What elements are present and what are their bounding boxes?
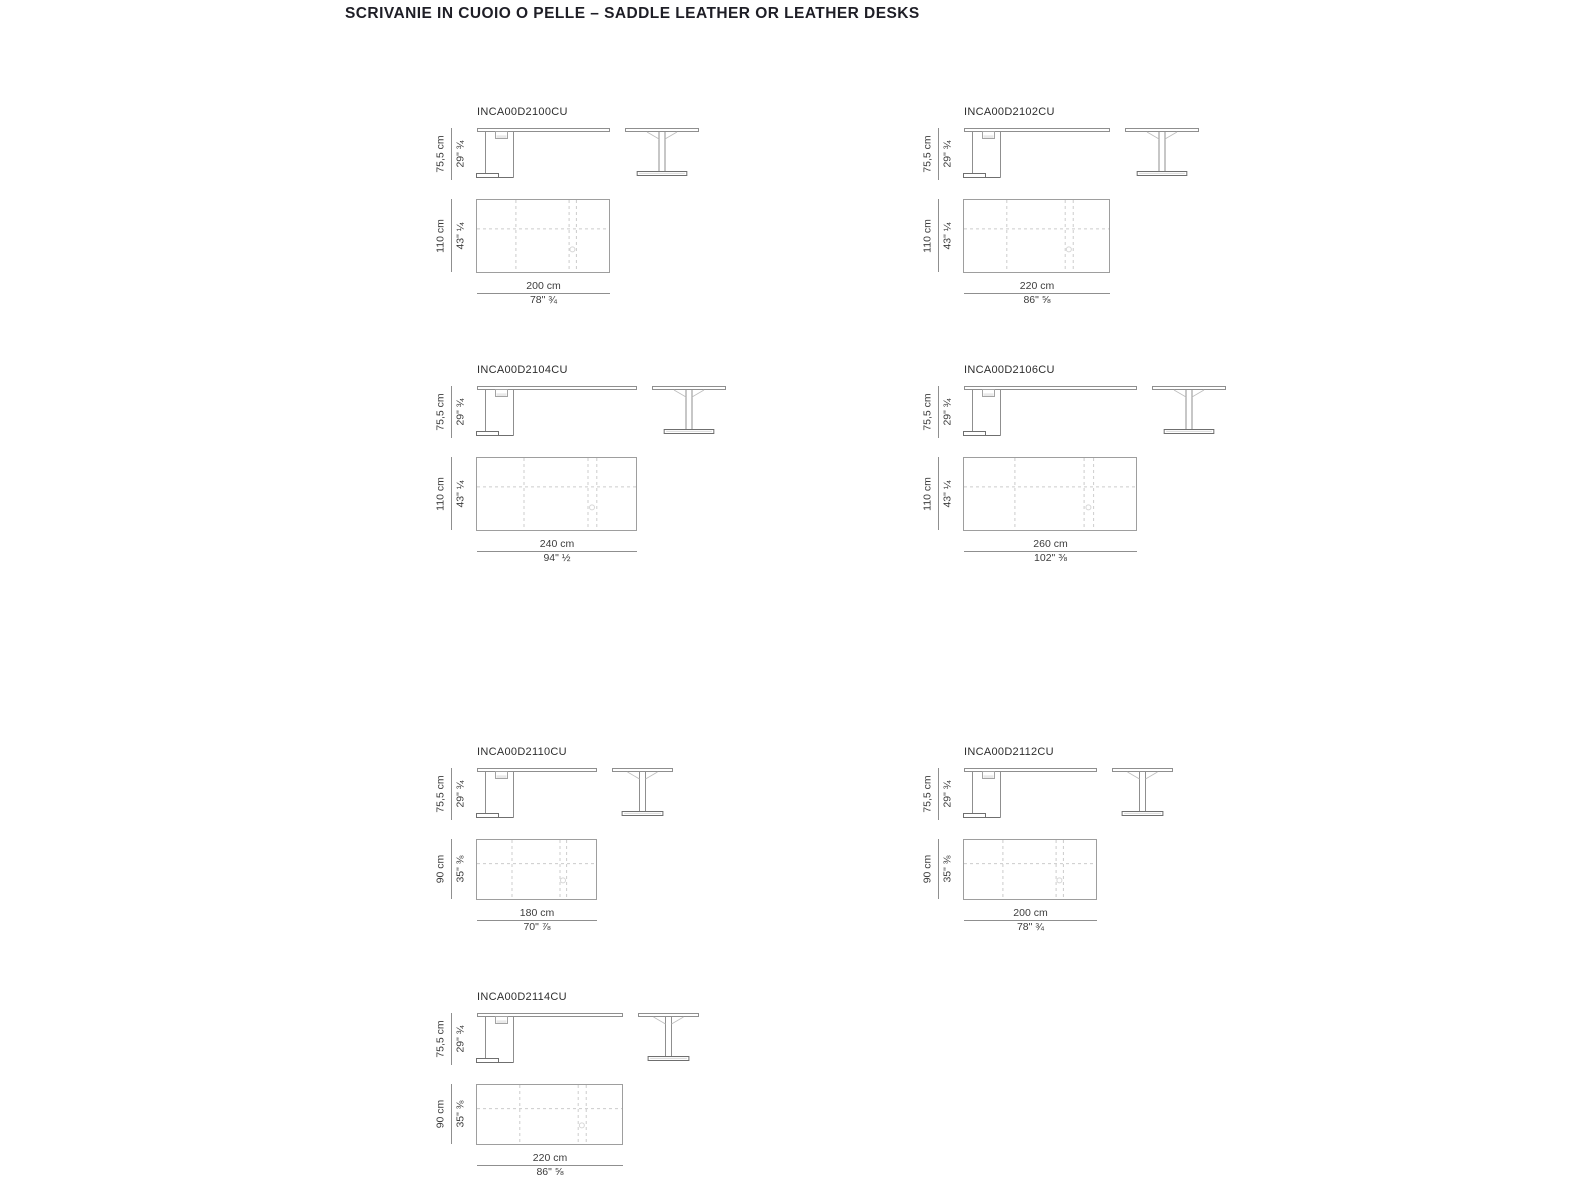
- depth-dimension-inches: 35" ⅜: [454, 1100, 467, 1128]
- depth-dimension-cm: 110 cm: [434, 218, 447, 253]
- dimension-line-depth: [451, 199, 452, 272]
- height-dimension-inches: 29" ¾: [454, 1025, 467, 1053]
- depth-dimension-cm: 110 cm: [921, 476, 934, 511]
- depth-dimension-inches: 35" ⅜: [454, 855, 467, 883]
- width-dimension-cm: 200 cm: [526, 280, 561, 292]
- depth-dimension-cm: 90 cm: [921, 854, 934, 884]
- depth-dimension-cm: 90 cm: [434, 854, 447, 884]
- side-elevation-drawing: [1152, 386, 1227, 439]
- height-dimension-inches: 29" ¾: [941, 140, 954, 168]
- dimension-line-height: [451, 1013, 452, 1065]
- width-dimension-inches: 86" ⅝: [536, 1166, 564, 1178]
- dimension-line-depth: [451, 839, 452, 899]
- height-dimension-inches: 29" ¾: [454, 780, 467, 808]
- height-dimension-cm: 75,5 cm: [921, 393, 934, 431]
- width-dimension-inches: 94" ½: [543, 552, 571, 564]
- plan-view-drawing: [476, 839, 598, 901]
- width-dimension-inches: 102" ⅜: [1034, 552, 1067, 564]
- width-dimension-cm: 220 cm: [532, 1152, 568, 1164]
- depth-dimension-inches: 43" ¼: [454, 221, 467, 250]
- front-elevation-drawing: [963, 386, 1138, 439]
- height-dimension-cm: 75,5 cm: [921, 135, 934, 173]
- dimension-line-height: [938, 386, 939, 438]
- depth-dimension-inches: 43" ¼: [941, 479, 954, 508]
- side-elevation-drawing: [652, 386, 727, 439]
- dimension-line-depth: [938, 839, 939, 899]
- depth-dimension-inches: 43" ¼: [454, 479, 467, 508]
- plan-view-drawing: [963, 199, 1111, 274]
- width-dimension-cm: 260 cm: [1033, 538, 1068, 550]
- dimension-line-depth: [451, 457, 452, 530]
- width-dimension: [964, 907, 1097, 934]
- width-dimension: [477, 1152, 623, 1179]
- plan-view-drawing: [476, 457, 638, 532]
- height-dimension-inches: 29" ¾: [941, 780, 954, 808]
- width-dimension-cm: 180 cm: [519, 907, 555, 919]
- desk-code-label: INCA00D2100CU: [477, 106, 568, 118]
- depth-dimension-cm: 90 cm: [434, 1099, 447, 1129]
- height-dimension-inches: 29" ¾: [941, 398, 954, 426]
- width-dimension-cm: 240 cm: [539, 538, 575, 550]
- desk-code-label: INCA00D2114CU: [477, 991, 567, 1003]
- dimension-line-height: [938, 128, 939, 180]
- side-elevation-drawing: [612, 768, 674, 821]
- height-dimension-cm: 75,5 cm: [434, 1020, 447, 1058]
- front-elevation-drawing: [476, 128, 611, 181]
- dimension-line-depth: [451, 1084, 452, 1144]
- dimension-line-height: [451, 128, 452, 180]
- desk-code-label: INCA00D2102CU: [964, 106, 1055, 118]
- desk-code-label: INCA00D2110CU: [477, 746, 567, 758]
- depth-dimension-inches: 43" ¼: [941, 221, 954, 250]
- width-dimension-cm: 220 cm: [1019, 280, 1055, 292]
- width-dimension-cm: 200 cm: [1013, 907, 1048, 919]
- front-elevation-drawing: [963, 768, 1098, 821]
- plan-view-drawing: [963, 457, 1138, 532]
- dimension-line-height: [451, 768, 452, 820]
- width-dimension-inches: 78" ¾: [529, 294, 558, 306]
- depth-dimension-inches: 35" ⅜: [941, 855, 954, 883]
- desk-code-label: INCA00D2104CU: [477, 364, 568, 376]
- page-title: SCRIVANIE IN CUOIO O PELLE – SADDLE LEATHER OR LEATHER DESKS: [345, 5, 920, 22]
- depth-dimension-cm: 110 cm: [434, 476, 447, 511]
- depth-dimension-cm: 110 cm: [921, 218, 934, 253]
- desk-code-label: INCA00D2106CU: [964, 364, 1055, 376]
- width-dimension: [477, 538, 637, 565]
- dimension-line-depth: [938, 457, 939, 530]
- height-dimension-inches: 29" ¾: [454, 140, 467, 168]
- height-dimension-cm: 75,5 cm: [434, 135, 447, 173]
- side-elevation-drawing: [625, 128, 700, 181]
- side-elevation-drawing: [638, 1013, 700, 1066]
- width-dimension: [964, 538, 1137, 565]
- desk-code-label: INCA00D2112CU: [964, 746, 1054, 758]
- front-elevation-drawing: [476, 1013, 624, 1066]
- width-dimension: [477, 907, 597, 934]
- height-dimension-cm: 75,5 cm: [921, 775, 934, 813]
- dimension-line-depth: [938, 199, 939, 272]
- width-dimension: [477, 280, 610, 307]
- plan-view-drawing: [476, 199, 611, 274]
- dimension-line-height: [938, 768, 939, 820]
- width-dimension-inches: 86" ⅝: [1023, 294, 1051, 306]
- side-elevation-drawing: [1125, 128, 1200, 181]
- front-elevation-drawing: [476, 768, 598, 821]
- front-elevation-drawing: [476, 386, 638, 439]
- plan-view-drawing: [963, 839, 1098, 901]
- dimension-line-height: [451, 386, 452, 438]
- height-dimension-cm: 75,5 cm: [434, 393, 447, 431]
- height-dimension-inches: 29" ¾: [454, 398, 467, 426]
- width-dimension-inches: 78" ¾: [1016, 921, 1045, 933]
- plan-view-drawing: [476, 1084, 624, 1146]
- height-dimension-cm: 75,5 cm: [434, 775, 447, 813]
- width-dimension-inches: 70" ⅞: [523, 921, 551, 933]
- front-elevation-drawing: [963, 128, 1111, 181]
- width-dimension: [964, 280, 1110, 307]
- side-elevation-drawing: [1112, 768, 1174, 821]
